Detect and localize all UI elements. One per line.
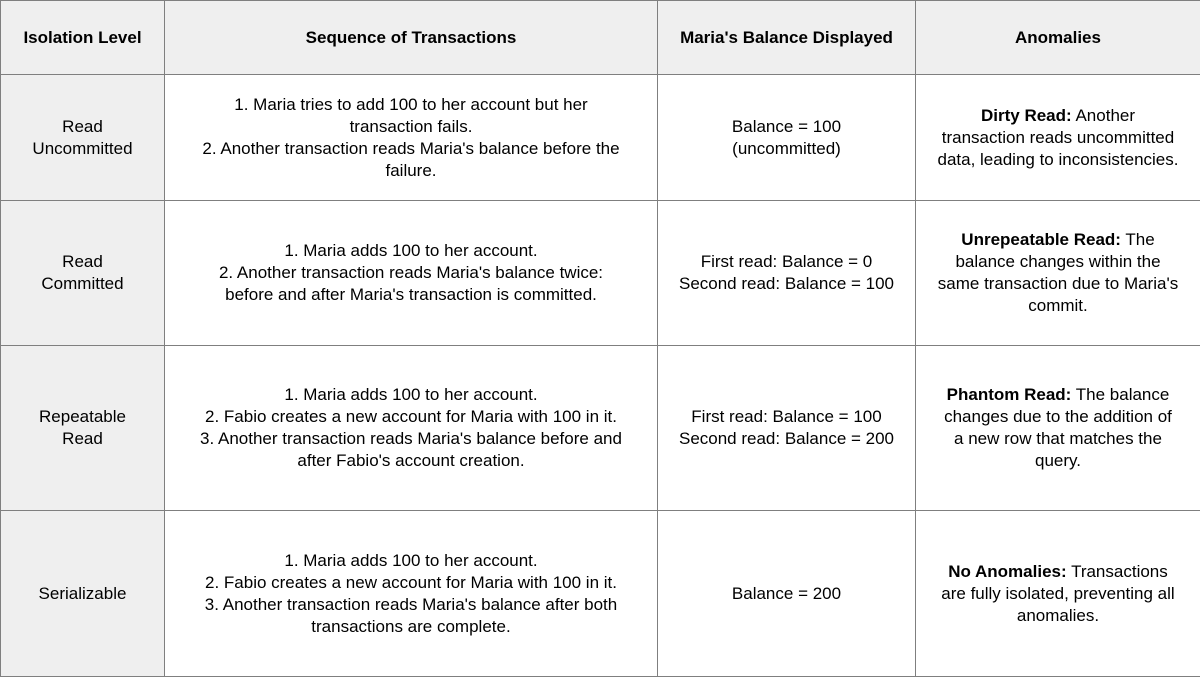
isolation-level-cell [1, 201, 165, 346]
header-sequence: Sequence of Transactions [165, 1, 658, 75]
isolation-level-cell [1, 75, 165, 201]
balance-line: Balance = 100 [666, 116, 907, 138]
level-text: Uncommitted [9, 138, 156, 160]
table-row [1, 511, 1200, 677]
isolation-level-cell [1, 511, 165, 677]
header-isolation-level: Isolation Level [1, 1, 165, 75]
balance-cell [658, 201, 916, 346]
balance-cell [658, 511, 916, 677]
level-text: Read [9, 116, 156, 138]
anomaly-term: Phantom Read: [947, 385, 1072, 404]
anomalies-cell [916, 75, 1200, 201]
sequence-cell [165, 511, 658, 677]
anomaly-text: are fully isolated, preventing all [924, 583, 1192, 605]
balance-line: Balance = 200 [666, 583, 907, 605]
level-text: Repeatable [9, 406, 156, 428]
sequence-line: 2. Fabio creates a new account for Maria with 100 in it. [173, 406, 649, 428]
header-anomalies: Anomalies [916, 1, 1200, 75]
anomaly-text: a new row that matches the [924, 428, 1192, 450]
balance-line: (uncommitted) [666, 138, 907, 160]
balance-line: Second read: Balance = 200 [666, 428, 907, 450]
sequence-line: 2. Another transaction reads Maria's balance twice: [173, 262, 649, 284]
sequence-cell [165, 346, 658, 511]
sequence-line: 1. Maria adds 100 to her account. [173, 550, 649, 572]
anomaly-text: same transaction due to Maria's [924, 273, 1192, 295]
sequence-line: 1. Maria adds 100 to her account. [173, 384, 649, 406]
anomaly-text: anomalies. [924, 605, 1192, 627]
sequence-line: after Fabio's account creation. [173, 450, 649, 472]
table-row [1, 346, 1200, 511]
sequence-line: 2. Fabio creates a new account for Maria with 100 in it. [173, 572, 649, 594]
anomaly-text: commit. [924, 295, 1192, 317]
anomalies-cell [916, 346, 1200, 511]
anomaly-text: query. [924, 450, 1192, 472]
anomaly-text: Transactions [1071, 562, 1168, 581]
sequence-line: 3. Another transaction reads Maria's balance before and [173, 428, 649, 450]
anomaly-text: Another [1075, 106, 1135, 125]
sequence-line: 1. Maria adds 100 to her account. [173, 240, 649, 262]
anomaly-term: Dirty Read: [981, 106, 1072, 125]
balance-line: Second read: Balance = 100 [666, 273, 907, 295]
header-balance: Maria's Balance Displayed [658, 1, 916, 75]
anomaly-text: data, leading to inconsistencies. [924, 149, 1192, 171]
anomaly-text: The balance [1076, 385, 1170, 404]
level-text: Serializable [9, 583, 156, 605]
anomalies-cell [916, 201, 1200, 346]
anomaly-term: Unrepeatable Read: [961, 230, 1121, 249]
level-text: Committed [9, 273, 156, 295]
balance-line: First read: Balance = 0 [666, 251, 907, 273]
level-text: Read [9, 428, 156, 450]
isolation-level-cell [1, 346, 165, 511]
balance-cell [658, 346, 916, 511]
sequence-line: transaction fails. [173, 116, 649, 138]
sequence-line: 2. Another transaction reads Maria's balance before the [173, 138, 649, 160]
anomaly-text: balance changes within the [924, 251, 1192, 273]
sequence-line: 1. Maria tries to add 100 to her account but her [173, 94, 649, 116]
sequence-cell [165, 201, 658, 346]
sequence-cell [165, 75, 658, 201]
balance-line: First read: Balance = 100 [666, 406, 907, 428]
sequence-line: before and after Maria's transaction is committed. [173, 284, 649, 306]
sequence-line: 3. Another transaction reads Maria's balance after both [173, 594, 649, 616]
anomaly-text: The [1125, 230, 1154, 249]
anomalies-cell [916, 511, 1200, 677]
level-text: Read [9, 251, 156, 273]
anomaly-text: changes due to the addition of [924, 406, 1192, 428]
table-row [1, 75, 1200, 201]
anomaly-text: transaction reads uncommitted [924, 127, 1192, 149]
table-row [1, 201, 1200, 346]
anomaly-term: No Anomalies: [948, 562, 1066, 581]
sequence-line: failure. [173, 160, 649, 182]
balance-cell [658, 75, 916, 201]
header-row [1, 1, 1200, 75]
sequence-line: transactions are complete. [173, 616, 649, 638]
